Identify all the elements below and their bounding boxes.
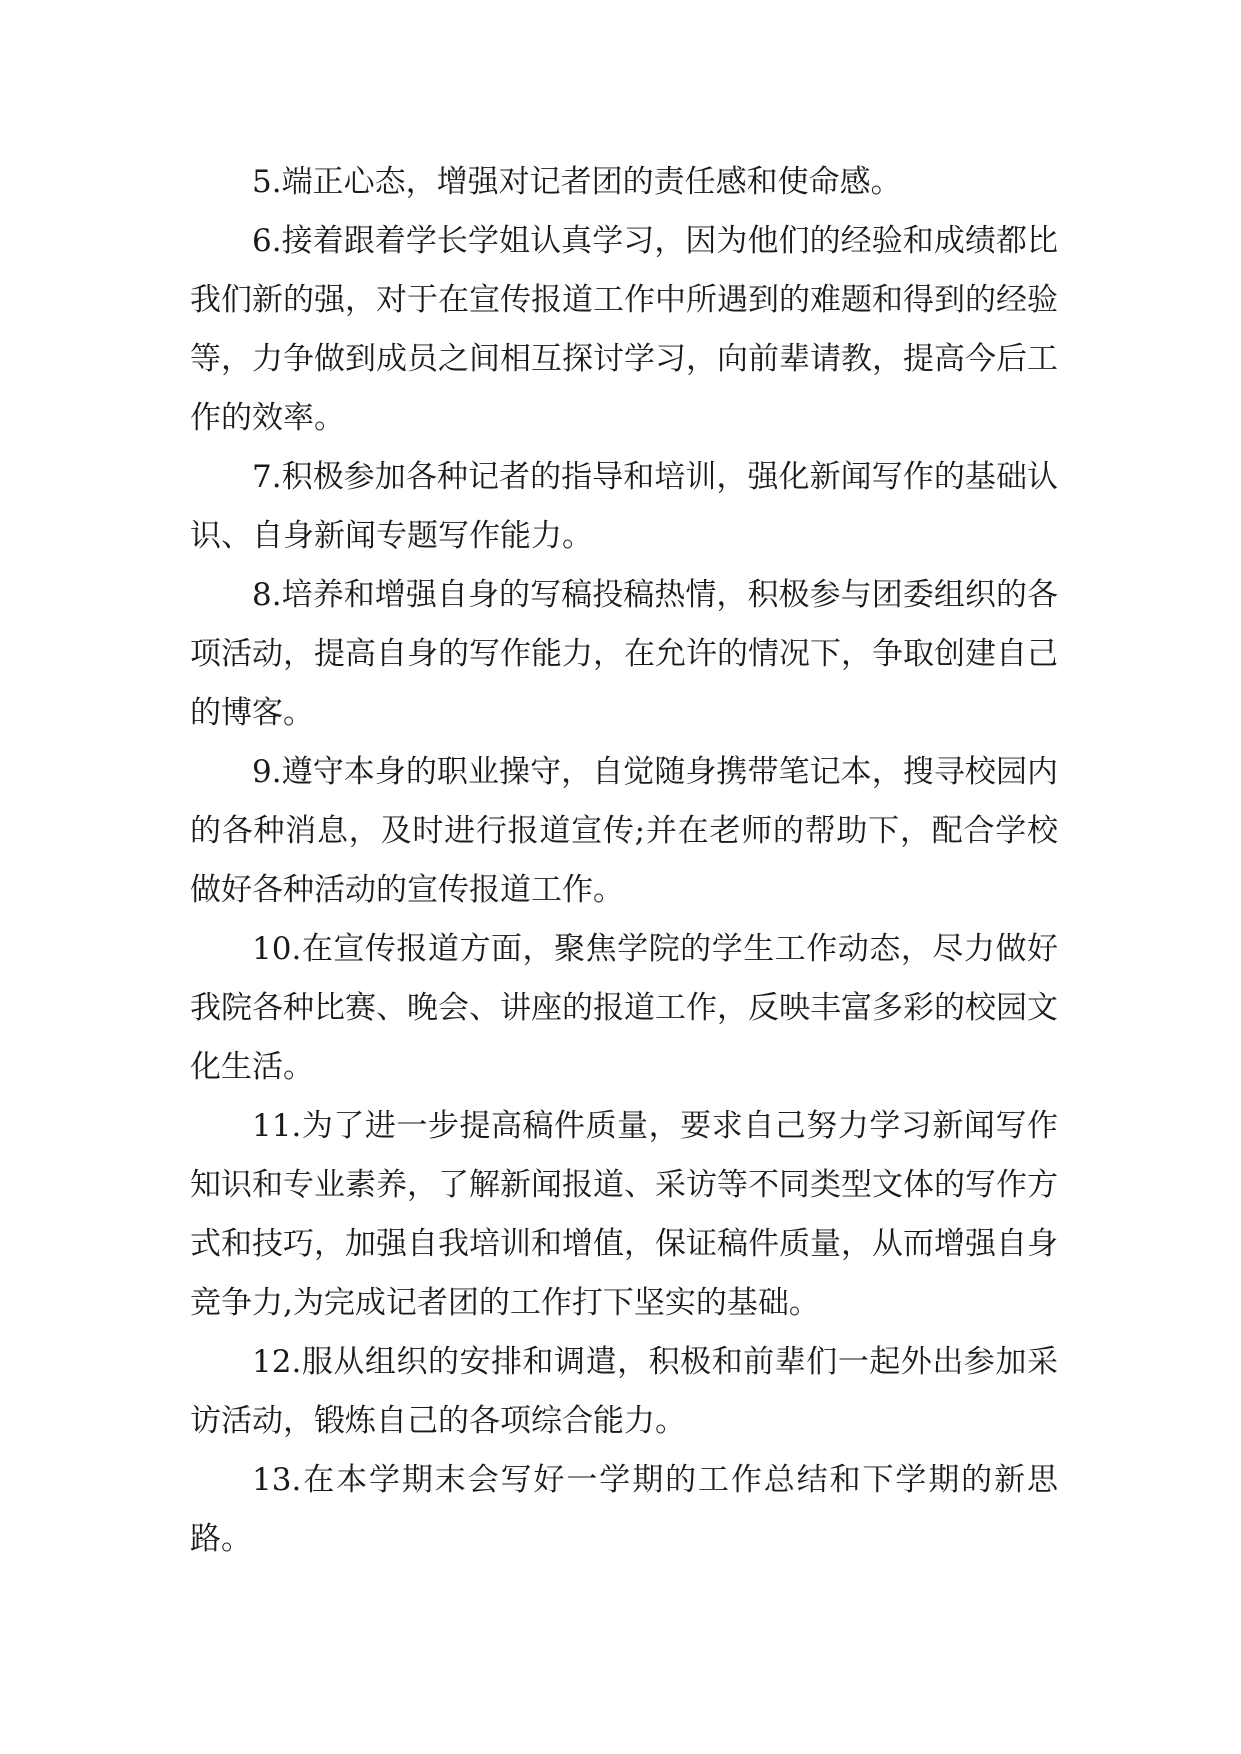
document-body [190,153,1058,1569]
paragraph-item-11: 11.为了进一步提高稿件质量，要求自己努力学习新闻写作知识和专业素养，了解新闻报道、采访等不同类型文体的写作方式和技巧，加强自我培训和增值，保证稿件质量，从而增强自身竞争力,为完成记者团的工作打下坚实的基础。 [190,1108,1058,1321]
paragraph-item-7: 7.积极参加各种记者的指导和培训，强化新闻写作的基础认识、自身新闻专题写作能力。 [190,459,1058,554]
paragraph-item-12: 12.服从组织的安排和调遣，积极和前辈们一起外出参加采访活动，锻炼自己的各项综合能力。 [190,1344,1058,1439]
paragraph-item-6: 6.接着跟着学长学姐认真学习，因为他们的经验和成绩都比我们新的强，对于在宣传报道工作中所遇到的难题和得到的经验等，力争做到成员之间相互探讨学习，向前辈请教，提高今后工作的效率。 [190,223,1058,436]
paragraph-item-9: 9.遵守本身的职业操守，自觉随身携带笔记本，搜寻校园内的各种消息，及时进行报道宣传;并在老师的帮助下，配合学校做好各种活动的宣传报道工作。 [190,754,1058,908]
paragraph-item-13: 13.在本学期末会写好一学期的工作总结和下学期的新思路。 [190,1462,1058,1557]
paragraph-item-8: 8.培养和增强自身的写稿投稿热情，积极参与团委组织的各项活动，提高自身的写作能力，在允许的情况下，争取创建自己的博客。 [190,577,1058,731]
paragraph-item-5: 5.端正心态，增强对记者团的责任感和使命感。 [252,164,902,200]
paragraph-item-10: 10.在宣传报道方面，聚焦学院的学生工作动态，尽力做好我院各种比赛、晚会、讲座的报道工作，反映丰富多彩的校园文化生活。 [190,931,1058,1085]
